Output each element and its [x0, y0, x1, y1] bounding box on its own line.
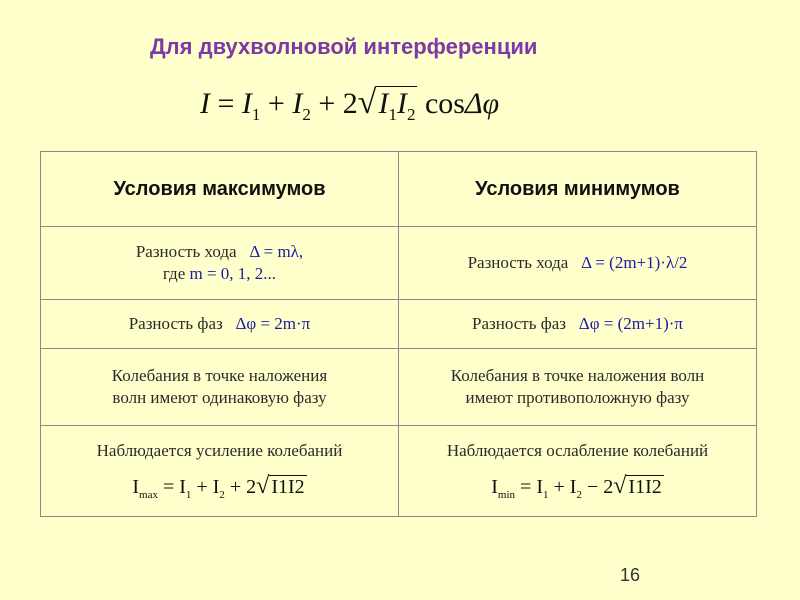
min-obs-text: Наблюдается ослабление колебаний	[446, 441, 709, 460]
formula-rad-i1-sub: 1	[388, 105, 397, 124]
path-difference-row	[41, 227, 757, 300]
max-phase-expr: Δφ = 2m·π	[235, 314, 311, 333]
formula-lhs: I	[200, 87, 210, 120]
min-obs-cell	[399, 426, 757, 517]
max-osc-cell	[41, 349, 399, 426]
max-formula-lhs: I	[132, 476, 140, 498]
min-formula-coef: 2	[603, 476, 614, 498]
max-formula-i2-sub: 2	[219, 489, 225, 501]
min-osc-line-1: Колебания в точке наложения волн	[450, 366, 705, 385]
max-intensity-formula	[47, 473, 392, 501]
min-formula-op: −	[586, 476, 599, 498]
formula-rad-i2-sub: 2	[406, 105, 416, 124]
min-phase-label: Разность фаз	[472, 314, 567, 333]
sqrt-icon: √	[256, 473, 270, 499]
max-path-expr: Δ = mλ,	[249, 242, 304, 261]
max-path-label: Разность хода	[135, 242, 237, 261]
min-formula-rad: I1I2	[628, 476, 662, 498]
oscillation-row	[41, 349, 757, 426]
sqrt-icon: √	[357, 84, 377, 121]
max-m-expr: m = 0, 1, 2...	[189, 264, 277, 283]
formula-rad-i1: I	[378, 87, 389, 120]
page-number: 16	[620, 565, 641, 585]
min-formula-i2: I	[569, 476, 577, 498]
formula-rad-i2: I	[396, 87, 407, 120]
max-formula-rad: I1I2	[271, 476, 305, 498]
max-formula-eq: =	[162, 476, 175, 498]
max-formula-lhs-sub: max	[139, 489, 158, 501]
max-m-prefix: где	[162, 264, 186, 283]
phase-difference-row	[41, 300, 757, 349]
formula-i1-sub: 1	[251, 105, 261, 124]
max-phase-label: Разность фаз	[128, 314, 223, 333]
max-formula-plus: +	[196, 476, 208, 498]
max-formula-i2: I	[212, 476, 220, 498]
formula-i2: I	[292, 87, 303, 120]
formula-sqrt	[358, 84, 418, 125]
formula-eq: =	[217, 87, 235, 120]
min-intensity-formula	[405, 473, 750, 501]
formula-cos: cos	[424, 87, 465, 120]
min-formula-i1-sub: 1	[543, 489, 549, 501]
table-header-row	[41, 152, 757, 227]
max-formula-i1-sub: 1	[185, 489, 192, 501]
formula-coef: 2	[342, 87, 358, 120]
max-formula-op: +	[229, 476, 242, 498]
sqrt-icon: √	[613, 473, 627, 499]
min-osc-cell	[399, 349, 757, 426]
min-path-label: Разность хода	[467, 253, 569, 272]
min-path-expr: Δ = (2m+1)·λ/2	[581, 253, 688, 272]
max-osc-line-2: волн имеют одинаковую фазу	[112, 388, 327, 407]
min-formula-eq: =	[520, 476, 532, 498]
header-max: Условия максимумов	[41, 152, 399, 227]
max-phase-cell	[41, 300, 399, 349]
min-formula-lhs: I	[491, 476, 498, 498]
max-formula-i1: I	[179, 476, 186, 498]
max-path-cell	[41, 227, 399, 300]
formula-plus-1: +	[267, 87, 285, 120]
interference-formula	[200, 84, 499, 125]
observation-row	[41, 426, 757, 517]
formula-plus-2: +	[318, 87, 336, 120]
max-obs-text: Наблюдается усиление колебаний	[96, 441, 343, 460]
min-phase-expr: Δφ = (2m+1)·π	[578, 314, 683, 333]
max-formula-coef: 2	[246, 476, 257, 498]
min-osc-line-2: имеют противоположную фазу	[465, 388, 690, 407]
conditions-table	[40, 151, 757, 517]
formula-i1: I	[241, 87, 252, 120]
header-min: Условия минимумов	[399, 152, 757, 227]
slide-title: Для двухволновой интерференции	[150, 34, 538, 59]
min-path-cell	[399, 227, 757, 300]
max-osc-line-1: Колебания в точке наложения	[111, 366, 328, 385]
formula-i2-sub: 2	[302, 105, 311, 124]
min-formula-i2-sub: 2	[576, 489, 582, 501]
min-formula-lhs-sub: min	[497, 489, 516, 501]
min-formula-i1: I	[536, 476, 543, 498]
min-phase-cell	[399, 300, 757, 349]
max-obs-cell	[41, 426, 399, 517]
min-formula-plus: +	[553, 476, 565, 498]
formula-dphi: Δφ	[464, 87, 500, 120]
